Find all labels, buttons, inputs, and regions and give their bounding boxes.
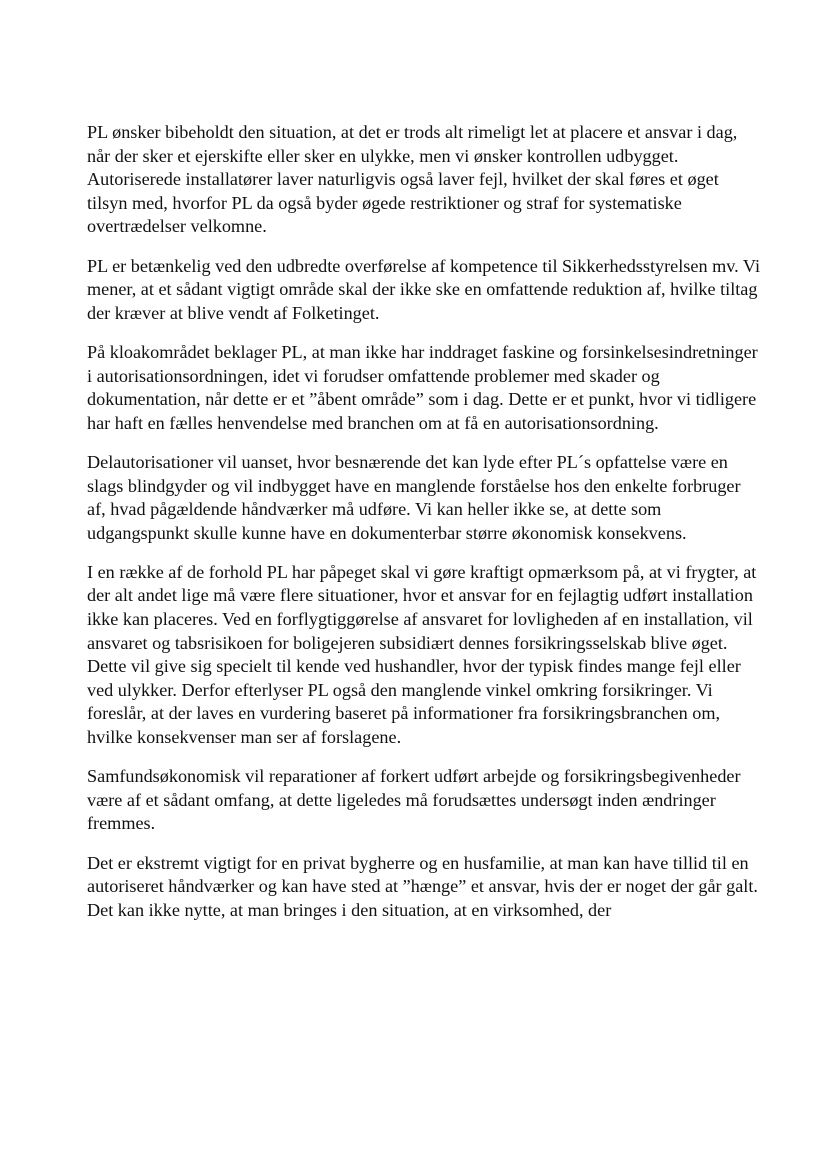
paragraph-3: På kloakområdet beklager PL, at man ikke har inddraget faskine og forsinkelsesindretninger i autorisationsordningen, idet vi forudser omfattende problemer med skader og dokumentation, når dette er et ”åbent område” som i dag. Dette er et punkt, hvor vi tidligere har haft en fælles henvendelse med branchen om at få en autorisationsordning. xyxy=(87,341,758,433)
paragraph-2: PL er betænkelig ved den udbredte overførelse af kompetence til Sikkerhedsstyrelsen mv. Vi mener, at et sådant vigtigt område skal der ikke ske en omfattende reduktion af, hvilke tiltag der kræver at blive vendt af Folketinget. xyxy=(87,255,760,323)
paragraph-1: PL ønsker bibeholdt den situation, at det er trods alt rimeligt let at placere et ansvar i dag, når der sker et ejerskifte eller sker en ulykke, men vi ønsker kontrollen udbygget. Autoriserede installatører laver naturligvis også laver fejl, hvilket der skal føres et øget tilsyn med, hvorfor PL da også byder øgede restriktioner og straf for systematiske overtrædelser velkomne. xyxy=(87,122,738,237)
paragraph-5: I en række af de forhold PL har påpeget skal vi gøre kraftigt opmærksom på, at vi frygter, at der alt andet lige må være flere situationer, hvor et ansvar for en fejlagtig udført installation ikke kan placeres. Ved en forflygtiggørelse af ansvaret for lovligheden af en installation, vil ansvaret og tabsrisikoen for boligejeren subsidiært dennes forsikringsselskab blive øget. Dette vil give sig specielt til kende ved hushandler, hvor der typisk findes mange fejl eller ved ulykker. Derfor efterlyser PL også den manglende vinkel omkring forsikringer. Vi foreslår, at der laves en vurdering baseret på informationer fra forsikringsbranchen om, hvilke konsekvenser man ser af forslagene. xyxy=(87,561,757,748)
paragraph-7: Det er ekstremt vigtigt for en privat bygherre og en husfamilie, at man kan have tillid til en autoriseret håndværker og kan have sted at ”hænge” et ansvar, hvis der er noget der går galt. Det kan ikke nytte, at man bringes i den situation, at en virksomhed, der xyxy=(87,852,758,920)
paragraph-6: Samfundsøkonomisk vil reparationer af forkert udført arbejde og forsikringsbegivenheder være af et sådant omfang, at dette ligeledes må forudsættes undersøgt inden ændringer fremmes. xyxy=(87,766,741,834)
paragraph-4: Delautorisationer vil uanset, hvor besnærende det kan lyde efter PL´s opfattelse være en slags blindgyder og vil indbygget have en manglende forståelse hos den enkelte forbruger af, hvad pågældende håndværker må udføre. Vi kan heller ikke se, at dette som udgangspunkt skulle kunne have en dokumenterbar større økonomisk konsekvens. xyxy=(87,451,741,543)
document-body xyxy=(87,121,762,922)
